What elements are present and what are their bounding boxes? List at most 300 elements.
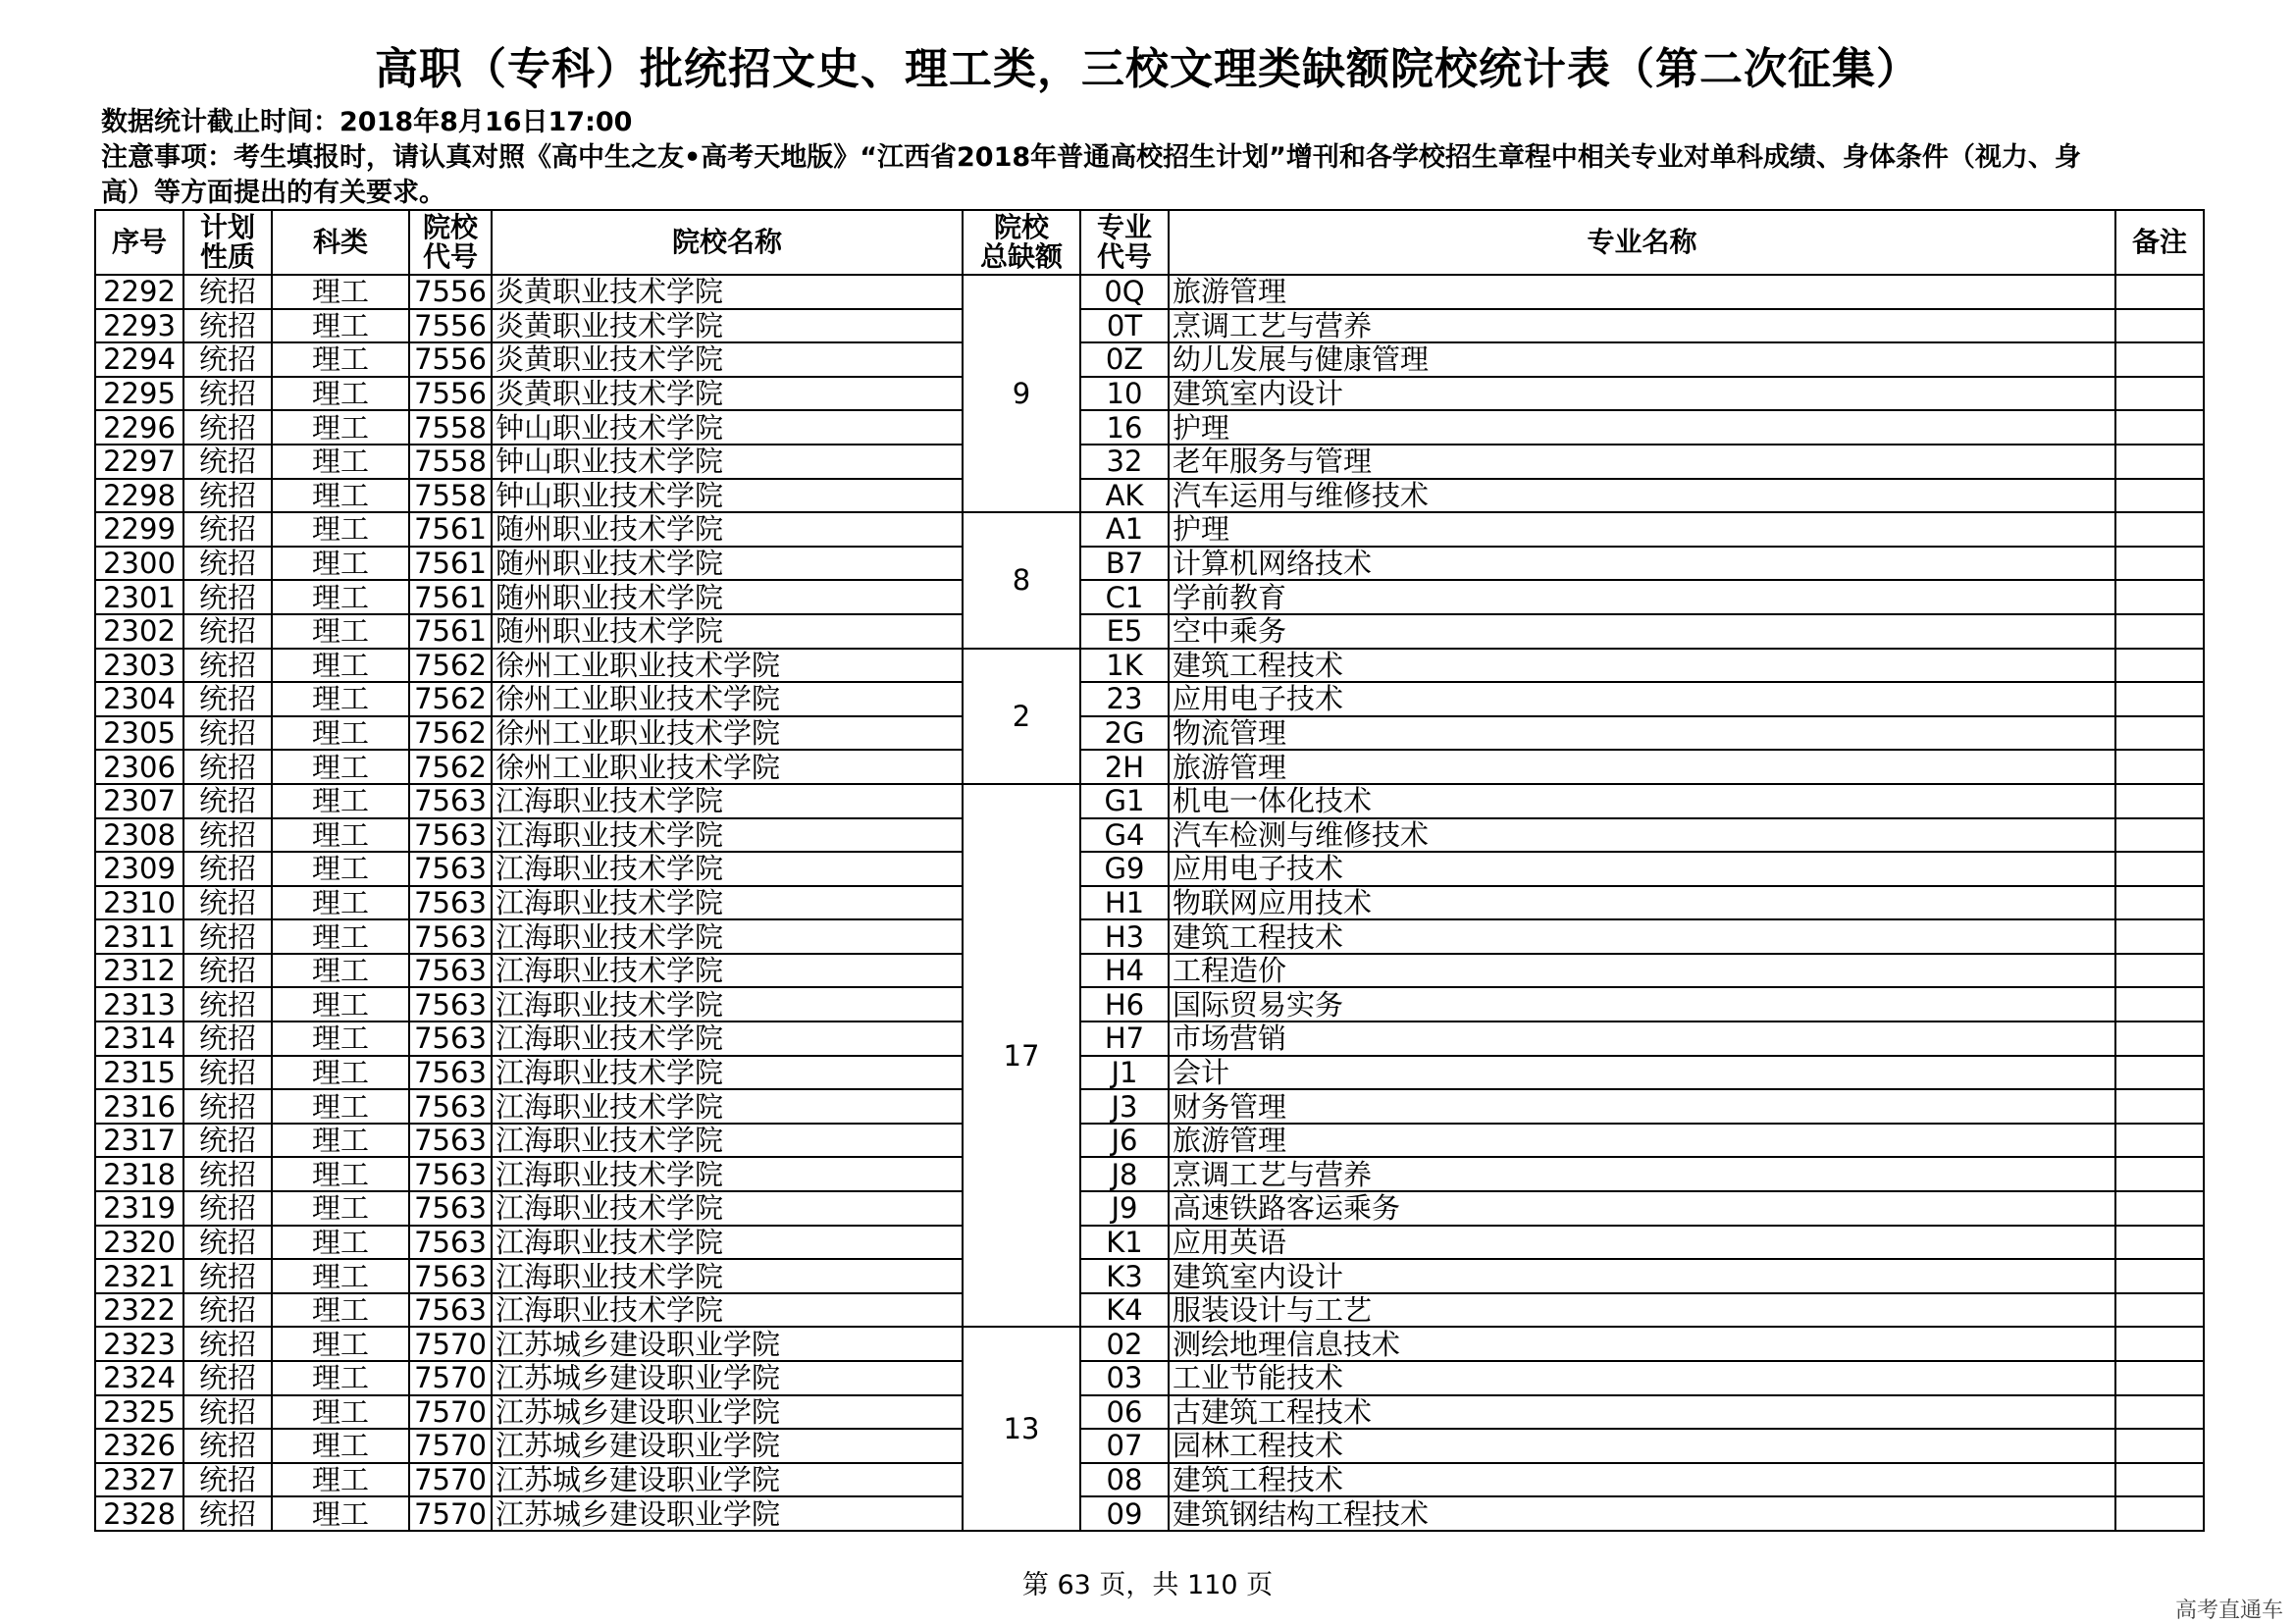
seq-cell: 2324	[95, 1361, 183, 1395]
major-code-cell: K1	[1080, 1226, 1169, 1260]
seq-cell: 2294	[95, 342, 183, 377]
category-cell: 理工	[272, 1463, 409, 1497]
major-name-cell: 会计	[1169, 1056, 2115, 1090]
school-code-cell: 7562	[409, 716, 492, 751]
table-header-row	[95, 210, 2204, 275]
major-name-cell: 学前教育	[1169, 580, 2115, 614]
seq-cell: 2298	[95, 479, 183, 513]
category-cell: 理工	[272, 580, 409, 614]
plan-cell: 统招	[183, 479, 272, 513]
category-cell: 理工	[272, 1226, 409, 1260]
major-code-cell: J1	[1080, 1056, 1169, 1090]
seq-cell: 2328	[95, 1496, 183, 1531]
school-name-cell: 江海职业技术学院	[492, 784, 963, 818]
header-remark: 备注	[2115, 210, 2204, 275]
table-row	[95, 954, 2204, 988]
table-row	[95, 614, 2204, 649]
seq-cell: 2316	[95, 1089, 183, 1124]
plan-cell: 统招	[183, 1089, 272, 1124]
seq-cell: 2307	[95, 784, 183, 818]
major-name-cell: 建筑工程技术	[1169, 919, 2115, 954]
remark-cell	[2115, 1463, 2204, 1497]
remark-cell	[2115, 445, 2204, 479]
seq-cell: 2315	[95, 1056, 183, 1090]
category-cell: 理工	[272, 1124, 409, 1158]
school-name-cell: 江苏城乡建设职业学院	[492, 1327, 963, 1361]
school-code-cell: 7558	[409, 479, 492, 513]
seq-cell: 2297	[95, 445, 183, 479]
school-name-cell: 江海职业技术学院	[492, 987, 963, 1022]
school-code-cell: 7563	[409, 852, 492, 886]
school-code-cell: 7563	[409, 1191, 492, 1226]
school-name-cell: 江苏城乡建设职业学院	[492, 1429, 963, 1463]
plan-cell: 统招	[183, 1327, 272, 1361]
remark-cell	[2115, 716, 2204, 751]
remark-cell	[2115, 750, 2204, 784]
category-cell: 理工	[272, 1429, 409, 1463]
seq-cell: 2296	[95, 410, 183, 445]
plan-cell: 统招	[183, 1124, 272, 1158]
school-code-cell: 7563	[409, 1022, 492, 1056]
school-name-cell: 炎黄职业技术学院	[492, 309, 963, 343]
major-code-cell: AK	[1080, 479, 1169, 513]
category-cell: 理工	[272, 1327, 409, 1361]
school-name-cell: 炎黄职业技术学院	[492, 377, 963, 411]
major-code-cell: H4	[1080, 954, 1169, 988]
remark-cell	[2115, 1124, 2204, 1158]
deadline-text: 数据统计截止时间：2018年8月16日17:00	[101, 107, 633, 137]
seq-cell: 2306	[95, 750, 183, 784]
table-row	[95, 818, 2204, 853]
table-row	[95, 1293, 2204, 1328]
school-code-cell: 7558	[409, 445, 492, 479]
plan-cell: 统招	[183, 309, 272, 343]
table-row	[95, 1157, 2204, 1191]
school-name-cell: 钟山职业技术学院	[492, 479, 963, 513]
category-cell: 理工	[272, 852, 409, 886]
remark-cell	[2115, 1327, 2204, 1361]
school-name-cell: 江苏城乡建设职业学院	[492, 1463, 963, 1497]
plan-cell: 统招	[183, 818, 272, 853]
category-cell: 理工	[272, 649, 409, 683]
remark-cell	[2115, 614, 2204, 649]
remark-cell	[2115, 954, 2204, 988]
remark-cell	[2115, 1496, 2204, 1531]
school-name-cell: 随州职业技术学院	[492, 512, 963, 547]
seq-cell: 2300	[95, 547, 183, 581]
school-name-cell: 炎黄职业技术学院	[492, 275, 963, 309]
table-row	[95, 1463, 2204, 1497]
major-code-cell: H7	[1080, 1022, 1169, 1056]
watermark-text: 高考直通车	[2174, 1598, 2283, 1623]
school-code-cell: 7556	[409, 342, 492, 377]
remark-cell	[2115, 547, 2204, 581]
remark-cell	[2115, 987, 2204, 1022]
header-vacancy: 院校 总缺额	[963, 210, 1080, 275]
table-row	[95, 580, 2204, 614]
school-code-cell: 7563	[409, 919, 492, 954]
school-name-cell: 钟山职业技术学院	[492, 410, 963, 445]
major-name-cell: 应用电子技术	[1169, 852, 2115, 886]
vacancy-total-cell: 8	[963, 512, 1080, 648]
school-name-cell: 江海职业技术学院	[492, 852, 963, 886]
category-cell: 理工	[272, 309, 409, 343]
seq-cell: 2303	[95, 649, 183, 683]
table-row	[95, 1327, 2204, 1361]
remark-cell	[2115, 1191, 2204, 1226]
school-code-cell: 7563	[409, 784, 492, 818]
major-name-cell: 汽车检测与维修技术	[1169, 818, 2115, 853]
major-code-cell: 09	[1080, 1496, 1169, 1531]
school-name-cell: 江海职业技术学院	[492, 1293, 963, 1328]
seq-cell: 2312	[95, 954, 183, 988]
category-cell: 理工	[272, 547, 409, 581]
seq-cell: 2292	[95, 275, 183, 309]
remark-cell	[2115, 852, 2204, 886]
plan-cell: 统招	[183, 886, 272, 920]
category-cell: 理工	[272, 445, 409, 479]
table-row	[95, 342, 2204, 377]
remark-cell	[2115, 309, 2204, 343]
major-name-cell: 建筑工程技术	[1169, 1463, 2115, 1497]
table-row	[95, 1361, 2204, 1395]
table-row	[95, 377, 2204, 411]
category-cell: 理工	[272, 1191, 409, 1226]
school-code-cell: 7563	[409, 818, 492, 853]
category-cell: 理工	[272, 1496, 409, 1531]
major-name-cell: 国际贸易实务	[1169, 987, 2115, 1022]
category-cell: 理工	[272, 1259, 409, 1293]
school-name-cell: 江海职业技术学院	[492, 1226, 963, 1260]
major-code-cell: 06	[1080, 1395, 1169, 1430]
school-code-cell: 7562	[409, 682, 492, 716]
major-name-cell: 建筑室内设计	[1169, 377, 2115, 411]
remark-cell	[2115, 275, 2204, 309]
remark-cell	[2115, 479, 2204, 513]
plan-cell: 统招	[183, 1157, 272, 1191]
major-name-cell: 旅游管理	[1169, 275, 2115, 309]
category-cell: 理工	[272, 716, 409, 751]
major-code-cell: 0Q	[1080, 275, 1169, 309]
major-code-cell: 0T	[1080, 309, 1169, 343]
major-name-cell: 高速铁路客运乘务	[1169, 1191, 2115, 1226]
category-cell: 理工	[272, 614, 409, 649]
table-row	[95, 1191, 2204, 1226]
school-name-cell: 江海职业技术学院	[492, 954, 963, 988]
school-name-cell: 徐州工业职业技术学院	[492, 682, 963, 716]
plan-cell: 统招	[183, 1191, 272, 1226]
major-code-cell: J6	[1080, 1124, 1169, 1158]
plan-cell: 统招	[183, 377, 272, 411]
seq-cell: 2309	[95, 852, 183, 886]
table-row	[95, 1259, 2204, 1293]
seq-cell: 2325	[95, 1395, 183, 1430]
category-cell: 理工	[272, 1022, 409, 1056]
major-name-cell: 机电一体化技术	[1169, 784, 2115, 818]
plan-cell: 统招	[183, 1429, 272, 1463]
major-code-cell: J8	[1080, 1157, 1169, 1191]
remark-cell	[2115, 1226, 2204, 1260]
remark-cell	[2115, 784, 2204, 818]
remark-cell	[2115, 377, 2204, 411]
school-name-cell: 江海职业技术学院	[492, 1191, 963, 1226]
vacancy-total-cell: 9	[963, 275, 1080, 512]
major-name-cell: 工业节能技术	[1169, 1361, 2115, 1395]
header-category: 科类	[272, 210, 409, 275]
school-name-cell: 江海职业技术学院	[492, 919, 963, 954]
table-row	[95, 1056, 2204, 1090]
school-name-cell: 随州职业技术学院	[492, 614, 963, 649]
category-cell: 理工	[272, 682, 409, 716]
plan-cell: 统招	[183, 784, 272, 818]
major-name-cell: 物流管理	[1169, 716, 2115, 751]
major-code-cell: 23	[1080, 682, 1169, 716]
school-name-cell: 江海职业技术学院	[492, 886, 963, 920]
school-code-cell: 7556	[409, 275, 492, 309]
major-name-cell: 汽车运用与维修技术	[1169, 479, 2115, 513]
table-row	[95, 682, 2204, 716]
major-code-cell: G1	[1080, 784, 1169, 818]
remark-cell	[2115, 886, 2204, 920]
seq-cell: 2320	[95, 1226, 183, 1260]
table-row	[95, 1124, 2204, 1158]
vacancy-total-cell: 17	[963, 784, 1080, 1328]
major-code-cell: J9	[1080, 1191, 1169, 1226]
plan-cell: 统招	[183, 919, 272, 954]
category-cell: 理工	[272, 1293, 409, 1328]
major-name-cell: 建筑钢结构工程技术	[1169, 1496, 2115, 1531]
plan-cell: 统招	[183, 614, 272, 649]
plan-cell: 统招	[183, 275, 272, 309]
category-cell: 理工	[272, 479, 409, 513]
notice-text-line-1: 注意事项：考生填报时，请认真对照《高中生之友•高考天地版》“江西省2018年普通高校招生计划”增刊和各学校招生章程中相关专业对单科成绩、身体条件（视力、身	[101, 142, 2081, 173]
category-cell: 理工	[272, 750, 409, 784]
table-row	[95, 309, 2204, 343]
vacancy-total-cell: 2	[963, 649, 1080, 784]
school-name-cell: 江海职业技术学院	[492, 818, 963, 853]
remark-cell	[2115, 818, 2204, 853]
major-code-cell: 08	[1080, 1463, 1169, 1497]
page-title: 高职（专科）批统招文史、理工类，三校文理类缺额院校统计表（第二次征集）	[375, 44, 1920, 94]
major-name-cell: 古建筑工程技术	[1169, 1395, 2115, 1430]
major-code-cell: H1	[1080, 886, 1169, 920]
plan-cell: 统招	[183, 342, 272, 377]
school-code-cell: 7558	[409, 410, 492, 445]
remark-cell	[2115, 512, 2204, 547]
table-row	[95, 716, 2204, 751]
category-cell: 理工	[272, 818, 409, 853]
major-code-cell: 03	[1080, 1361, 1169, 1395]
major-code-cell: A1	[1080, 512, 1169, 547]
major-name-cell: 财务管理	[1169, 1089, 2115, 1124]
major-name-cell: 空中乘务	[1169, 614, 2115, 649]
table-row	[95, 1089, 2204, 1124]
major-code-cell: C1	[1080, 580, 1169, 614]
remark-cell	[2115, 649, 2204, 683]
major-code-cell: J3	[1080, 1089, 1169, 1124]
school-name-cell: 随州职业技术学院	[492, 547, 963, 581]
seq-cell: 2326	[95, 1429, 183, 1463]
school-name-cell: 江苏城乡建设职业学院	[492, 1496, 963, 1531]
major-code-cell: 02	[1080, 1327, 1169, 1361]
school-code-cell: 7561	[409, 512, 492, 547]
major-code-cell: 2G	[1080, 716, 1169, 751]
category-cell: 理工	[272, 784, 409, 818]
major-name-cell: 护理	[1169, 512, 2115, 547]
category-cell: 理工	[272, 954, 409, 988]
plan-cell: 统招	[183, 512, 272, 547]
school-code-cell: 7561	[409, 547, 492, 581]
major-name-cell: 计算机网络技术	[1169, 547, 2115, 581]
school-name-cell: 江海职业技术学院	[492, 1056, 963, 1090]
school-code-cell: 7563	[409, 1157, 492, 1191]
category-cell: 理工	[272, 886, 409, 920]
major-name-cell: 建筑工程技术	[1169, 649, 2115, 683]
major-code-cell: B7	[1080, 547, 1169, 581]
table-row	[95, 547, 2204, 581]
header-seq: 序号	[95, 210, 183, 275]
school-name-cell: 江海职业技术学院	[492, 1124, 963, 1158]
major-code-cell: 16	[1080, 410, 1169, 445]
plan-cell: 统招	[183, 445, 272, 479]
table-row	[95, 275, 2204, 309]
plan-cell: 统招	[183, 852, 272, 886]
remark-cell	[2115, 1056, 2204, 1090]
major-code-cell: G4	[1080, 818, 1169, 853]
school-code-cell: 7563	[409, 954, 492, 988]
remark-cell	[2115, 410, 2204, 445]
remark-cell	[2115, 1361, 2204, 1395]
header-school-code: 院校 代号	[409, 210, 492, 275]
table-row	[95, 445, 2204, 479]
table-row	[95, 1395, 2204, 1430]
seq-cell: 2314	[95, 1022, 183, 1056]
category-cell: 理工	[272, 1395, 409, 1430]
remark-cell	[2115, 682, 2204, 716]
category-cell: 理工	[272, 512, 409, 547]
category-cell: 理工	[272, 919, 409, 954]
school-name-cell: 江海职业技术学院	[492, 1157, 963, 1191]
school-code-cell: 7561	[409, 614, 492, 649]
vacancy-table	[94, 209, 2205, 1532]
header-major-name: 专业名称	[1169, 210, 2115, 275]
plan-cell: 统招	[183, 1395, 272, 1430]
plan-cell: 统招	[183, 410, 272, 445]
plan-cell: 统招	[183, 1463, 272, 1497]
seq-cell: 2321	[95, 1259, 183, 1293]
table-row	[95, 1496, 2204, 1531]
school-name-cell: 随州职业技术学院	[492, 580, 963, 614]
school-name-cell: 徐州工业职业技术学院	[492, 649, 963, 683]
seq-cell: 2318	[95, 1157, 183, 1191]
major-name-cell: 测绘地理信息技术	[1169, 1327, 2115, 1361]
major-code-cell: H3	[1080, 919, 1169, 954]
school-code-cell: 7556	[409, 309, 492, 343]
table-row	[95, 479, 2204, 513]
table-row	[95, 919, 2204, 954]
major-name-cell: 幼儿发展与健康管理	[1169, 342, 2115, 377]
plan-cell: 统招	[183, 1226, 272, 1260]
category-cell: 理工	[272, 1056, 409, 1090]
seq-cell: 2310	[95, 886, 183, 920]
plan-cell: 统招	[183, 649, 272, 683]
seq-cell: 2323	[95, 1327, 183, 1361]
major-code-cell: 07	[1080, 1429, 1169, 1463]
remark-cell	[2115, 580, 2204, 614]
school-code-cell: 7563	[409, 1293, 492, 1328]
table-row	[95, 750, 2204, 784]
seq-cell: 2308	[95, 818, 183, 853]
plan-cell: 统招	[183, 1293, 272, 1328]
school-code-cell: 7570	[409, 1395, 492, 1430]
plan-cell: 统招	[183, 987, 272, 1022]
school-name-cell: 江苏城乡建设职业学院	[492, 1361, 963, 1395]
seq-cell: 2319	[95, 1191, 183, 1226]
plan-cell: 统招	[183, 1022, 272, 1056]
school-code-cell: 7563	[409, 1124, 492, 1158]
header-plan: 计划 性质	[183, 210, 272, 275]
seq-cell: 2301	[95, 580, 183, 614]
major-name-cell: 老年服务与管理	[1169, 445, 2115, 479]
major-name-cell: 旅游管理	[1169, 1124, 2115, 1158]
major-code-cell: H6	[1080, 987, 1169, 1022]
major-name-cell: 工程造价	[1169, 954, 2115, 988]
major-code-cell: 32	[1080, 445, 1169, 479]
seq-cell: 2317	[95, 1124, 183, 1158]
category-cell: 理工	[272, 342, 409, 377]
major-name-cell: 烹调工艺与营养	[1169, 1157, 2115, 1191]
major-name-cell: 建筑室内设计	[1169, 1259, 2115, 1293]
school-name-cell: 江海职业技术学院	[492, 1089, 963, 1124]
category-cell: 理工	[272, 1089, 409, 1124]
major-name-cell: 服装设计与工艺	[1169, 1293, 2115, 1328]
table-row	[95, 1226, 2204, 1260]
plan-cell: 统招	[183, 682, 272, 716]
school-code-cell: 7563	[409, 886, 492, 920]
table-row	[95, 852, 2204, 886]
plan-cell: 统招	[183, 1496, 272, 1531]
remark-cell	[2115, 1157, 2204, 1191]
school-code-cell: 7563	[409, 1056, 492, 1090]
header-major-code: 专业 代号	[1080, 210, 1169, 275]
plan-cell: 统招	[183, 580, 272, 614]
seq-cell: 2295	[95, 377, 183, 411]
table-row	[95, 1429, 2204, 1463]
major-name-cell: 烹调工艺与营养	[1169, 309, 2115, 343]
school-name-cell: 钟山职业技术学院	[492, 445, 963, 479]
plan-cell: 统招	[183, 1361, 272, 1395]
remark-cell	[2115, 919, 2204, 954]
major-code-cell: 1K	[1080, 649, 1169, 683]
plan-cell: 统招	[183, 954, 272, 988]
category-cell: 理工	[272, 987, 409, 1022]
table-row	[95, 649, 2204, 683]
major-name-cell: 园林工程技术	[1169, 1429, 2115, 1463]
plan-cell: 统招	[183, 716, 272, 751]
vacancy-total-cell: 13	[963, 1327, 1080, 1531]
major-name-cell: 物联网应用技术	[1169, 886, 2115, 920]
seq-cell: 2302	[95, 614, 183, 649]
table-row	[95, 987, 2204, 1022]
school-code-cell: 7570	[409, 1429, 492, 1463]
seq-cell: 2299	[95, 512, 183, 547]
school-code-cell: 7570	[409, 1361, 492, 1395]
remark-cell	[2115, 1395, 2204, 1430]
school-name-cell: 徐州工业职业技术学院	[492, 750, 963, 784]
category-cell: 理工	[272, 1157, 409, 1191]
category-cell: 理工	[272, 275, 409, 309]
remark-cell	[2115, 1429, 2204, 1463]
